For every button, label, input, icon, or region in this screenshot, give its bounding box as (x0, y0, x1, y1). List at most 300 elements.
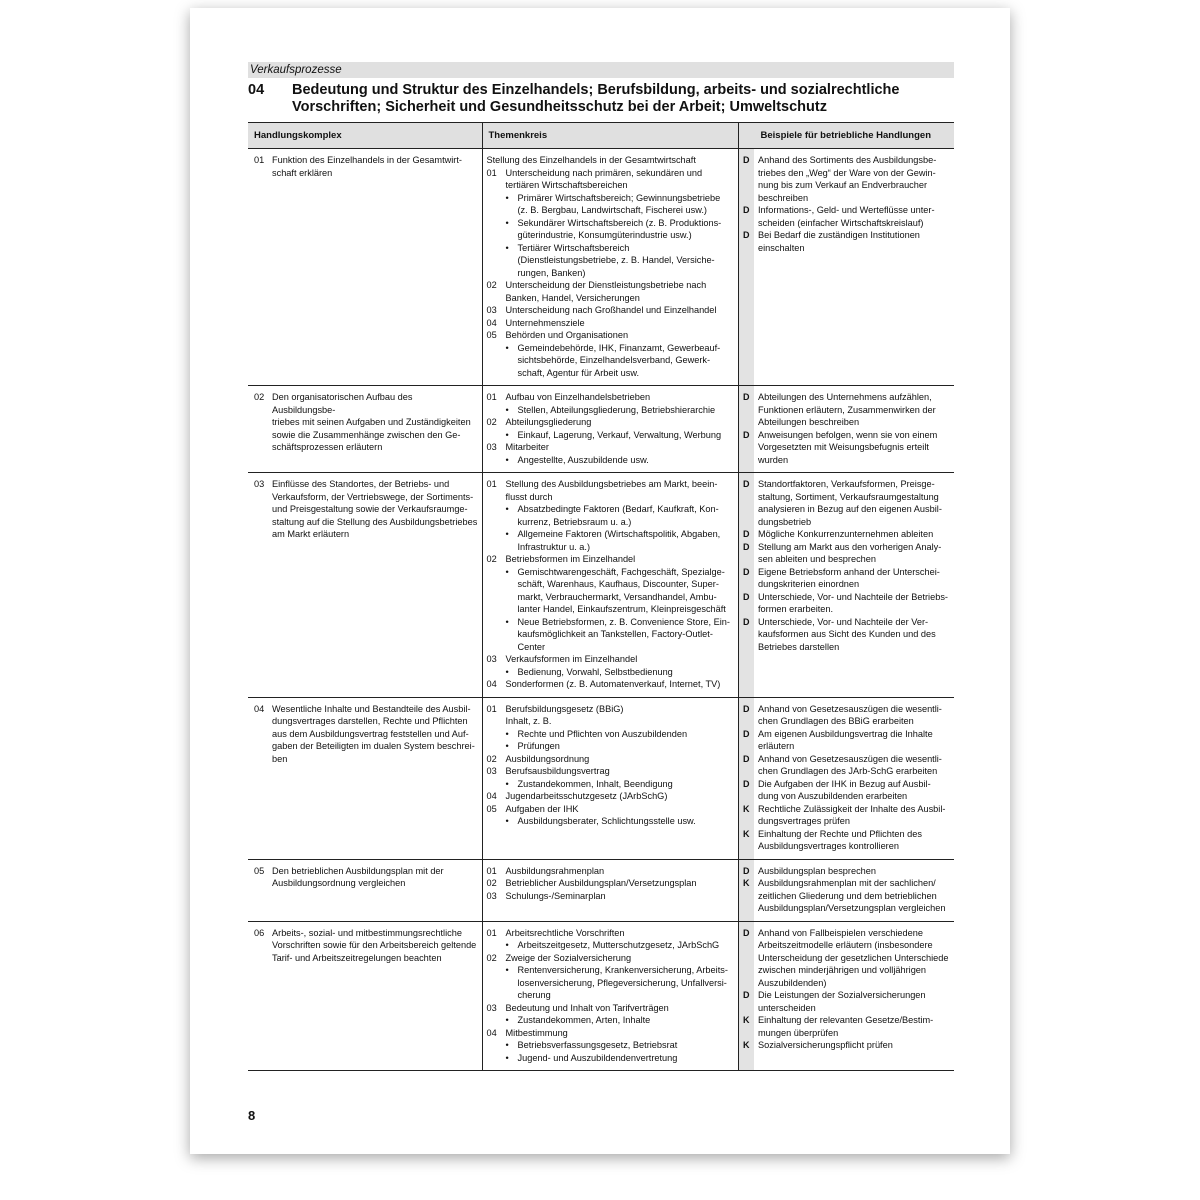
theme-number: 05 (486, 330, 497, 340)
theme-number: 01 (486, 703, 497, 714)
bullet-icon: • (505, 429, 509, 440)
theme-bullet (487, 628, 734, 641)
mark-cell (738, 697, 754, 859)
theme-item (487, 317, 734, 330)
example-line: dungskriterien einordnen (758, 579, 860, 589)
bullet-text: kaufsmöglichkeit an Tankstellen, Factory-Outlet- (517, 629, 713, 639)
theme-text: Aufgaben der IHK (505, 803, 579, 814)
mark-blank (739, 578, 755, 591)
example-line: Bei Bedarf die zuständigen Institutionen (758, 230, 920, 240)
theme-bullet (487, 429, 734, 442)
mark-blank (739, 641, 755, 654)
mark-cell (738, 921, 754, 1071)
theme-bullet (487, 964, 734, 977)
mark-blank (739, 441, 755, 454)
theme-bullet (487, 939, 734, 952)
theme-number: 03 (486, 890, 497, 901)
theme-text: Abteilungsgliederung (505, 417, 592, 427)
theme-number: 03 (486, 654, 497, 664)
hk-line: staltung auf die Stellung des Ausbildungsbetriebes (272, 516, 478, 527)
example-line: Mögliche Konkurrenzunternehmen ableiten (758, 529, 934, 539)
example-line: dungsbetrieb (758, 516, 812, 527)
bullet-text: Prüfungen (517, 741, 560, 751)
mark-blank (739, 790, 755, 803)
bullet-icon (506, 367, 518, 380)
bullet-icon: • (505, 616, 509, 627)
example-line: Vorgesetzten mit Weisungsbefugnis erteilt (758, 442, 929, 452)
theme-bullet (487, 342, 734, 355)
example-line: Anhand von Gesetzesauszügen die wesentli- (758, 753, 942, 764)
mark-blank (739, 179, 755, 192)
example-line: Ausbildungsrahmenplan mit der sachlichen/ (758, 878, 936, 888)
example-line: Sozialversicherungspflicht prüfen (758, 1040, 893, 1050)
hk-number: 06 (254, 927, 265, 938)
example-line: staltung, Sortiment, Verkaufsraumgestaltung (758, 491, 939, 502)
example-line: wurden (758, 454, 789, 465)
theme-text: Jugendarbeitsschutzgesetz (JArbSchG) (505, 791, 668, 801)
beispiele-cell (754, 473, 954, 698)
theme-text: Mitarbeiter (505, 442, 549, 452)
mark-d: D (743, 703, 750, 714)
example-line: triebes den „Weg“ der Ware von der Gewin- (758, 167, 936, 178)
theme-number: 01 (486, 167, 497, 178)
table-row (248, 921, 954, 1071)
themenkreis-cell (482, 697, 738, 859)
example-line: Unterschiede, Vor- und Nachteile der Betriebs- (758, 591, 948, 602)
bullet-text: Einkauf, Lagerung, Verkauf, Verwaltung, Werbung (517, 429, 722, 440)
mark-d: D (743, 205, 750, 215)
theme-number: 01 (486, 927, 497, 938)
hk-number: 05 (254, 865, 265, 876)
hk-line: Funktion des Einzelhandels in der Gesamtwirt- (272, 155, 462, 165)
theme-item (487, 803, 734, 816)
hk-text (272, 391, 478, 454)
mark-d: D (743, 728, 750, 739)
theme-bullet (487, 989, 734, 1002)
hk-text (272, 865, 478, 890)
theme-item (487, 865, 734, 878)
theme-text: Stellung des Ausbildungsbetriebes am Markt, beein- (505, 479, 718, 489)
bullet-icon: • (505, 217, 509, 228)
handlungskomplex-cell (248, 386, 482, 473)
table-header-row (248, 123, 954, 149)
theme-bullet (487, 528, 734, 541)
theme-text: Berufsbildungsgesetz (BBiG) (505, 703, 624, 714)
title-line-2: Vorschriften; Sicherheit und Gesundheitsschutz bei der Arbeit; Umweltschutz (292, 99, 827, 115)
hk-line: Vorschriften sowie für den Arbeitsbereich geltende (272, 940, 477, 950)
bullet-text: losenversicherung, Pflegeversicherung, Unfallversi- (517, 977, 727, 988)
theme-bullet (487, 1052, 734, 1065)
theme-item (487, 304, 734, 317)
bullet-text: Gemeindebehörde, IHK, Finanzamt, Gewerbeauf- (517, 342, 721, 353)
theme-bullet (487, 815, 734, 828)
mark-blank (739, 715, 755, 728)
theme-text: Bedeutung und Inhalt von Tarifverträgen (505, 1002, 669, 1013)
mark-blank (739, 491, 755, 504)
theme-number: 02 (486, 280, 497, 290)
example-line: Abteilungen beschreiben (758, 417, 860, 427)
bullet-icon (506, 204, 518, 217)
table-row (248, 697, 954, 859)
theme-text: Ausbildungsordnung (505, 753, 590, 764)
mark-d: D (743, 155, 750, 165)
example-line: dung von Auszubildenden erarbeiten (758, 791, 908, 801)
example-line: Die Aufgaben der IHK in Bezug auf Ausbil- (758, 778, 931, 789)
example-line: erläutern (758, 741, 795, 751)
theme-item (487, 179, 734, 192)
theme-bullet (487, 267, 734, 280)
theme-item (487, 715, 734, 728)
mark-k: K (743, 828, 750, 839)
mark-blank (739, 404, 755, 417)
mark-k: K (743, 803, 750, 814)
hk-line: schaft erklären (272, 167, 333, 178)
document-page (190, 8, 1010, 1154)
example-line: Unterscheidung der gesetzlichen Unterschiede (758, 952, 949, 963)
bullet-icon (506, 229, 518, 242)
theme-item (487, 1002, 734, 1015)
theme-number: 03 (486, 442, 497, 452)
theme-text: Sonderformen (z. B. Automatenverkauf, Internet, TV) (505, 679, 721, 689)
example-line: Unterschiede, Vor- und Nachteile der Ver- (758, 616, 929, 627)
example-line: Betriebes darstellen (758, 641, 840, 652)
header-handlungskomplex: Handlungskomplex (248, 123, 482, 149)
theme-text: Banken, Handel, Versicherungen (505, 292, 640, 303)
hk-number: 01 (254, 155, 265, 165)
hk-text (272, 154, 478, 179)
mark-blank (739, 217, 755, 230)
example-line: unterscheiden (758, 1002, 816, 1013)
mark-d: D (743, 479, 750, 489)
example-line: nung bis zum Verkauf an Endverbraucher (758, 180, 928, 190)
bullet-icon (506, 977, 518, 990)
mark-d: D (743, 591, 750, 602)
beispiele-cell (754, 697, 954, 859)
theme-item (487, 279, 734, 292)
hk-line: Einflüsse des Standortes, der Betriebs- und (272, 479, 450, 489)
hk-number: 03 (254, 479, 265, 489)
theme-item (487, 952, 734, 965)
theme-bullet (487, 578, 734, 591)
theme-text: Unterscheidung nach primären, sekundären und (505, 167, 703, 178)
bullet-text: Absatzbedingte Faktoren (Bedarf, Kaufkraft, Kon- (517, 504, 719, 514)
theme-item (487, 753, 734, 766)
hk-line: Den organisatorischen Aufbau des Ausbildungsbe- (272, 392, 413, 415)
theme-text: Betrieblicher Ausbildungsplan/Versetzungsplan (505, 878, 697, 888)
theme-item (487, 703, 734, 716)
handlungskomplex-entry (252, 154, 478, 179)
mark-blank (739, 765, 755, 778)
mark-k: K (743, 1015, 750, 1025)
hk-text (272, 478, 478, 541)
bullet-text: schäft, Warenhaus, Kaufhaus, Discounter, Super- (517, 579, 719, 589)
mark-d: D (743, 529, 750, 539)
table-row (248, 859, 954, 921)
example-line: chen Grundlagen des BBiG erarbeiten (758, 716, 914, 726)
theme-number: 03 (486, 1002, 497, 1013)
handlungskomplex-cell (248, 697, 482, 859)
bullet-icon (506, 541, 518, 554)
theme-number: 02 (486, 554, 497, 564)
example-line: Eigene Betriebsform anhand der Unterschei- (758, 566, 940, 577)
mark-cell (738, 473, 754, 698)
theme-bullet (487, 217, 734, 230)
theme-item (487, 1027, 734, 1040)
mark-blank (739, 603, 755, 616)
bullet-icon (506, 516, 518, 529)
example-line: analysieren in Bezug auf den eigenen Ausbil- (758, 504, 942, 514)
bullet-icon (506, 254, 518, 267)
theme-indent (487, 715, 506, 728)
theme-item (487, 553, 734, 566)
example-line: Funktionen erläutern, Zusammenwirken der (758, 404, 936, 415)
example-line: Einhaltung der Rechte und Pflichten des (758, 828, 922, 839)
theme-text: Zweige der Sozialversicherung (505, 952, 632, 963)
mark-blank (739, 503, 755, 516)
example-line: dungsvertrages prüfen (758, 816, 850, 826)
example-line: zwischen minderjährigen und volljährigen (758, 965, 927, 975)
table-row (248, 149, 954, 386)
bullet-icon: • (505, 242, 509, 253)
example-line: chen Grundlagen des JArb-SchG erarbeiten (758, 766, 938, 776)
bullet-text: sichtsbehörde, Einzelhandelsverband, Gewerk- (517, 355, 711, 365)
theme-bullet (487, 516, 734, 529)
bullet-text: Sekundärer Wirtschaftsbereich (z. B. Produktions- (517, 217, 722, 228)
bullet-icon (506, 641, 518, 654)
theme-text: Unternehmensziele (505, 317, 585, 328)
bullet-text: Zustandekommen, Arten, Inhalte (517, 1015, 651, 1025)
hk-line: dungsvertrages darstellen, Rechte und Pflichten (272, 716, 468, 726)
hk-line: Verkaufsform, der Vertriebswege, der Sortiments- (272, 491, 474, 502)
mark-blank (739, 840, 755, 853)
example-line: Ausbildungsplan besprechen (758, 865, 876, 876)
mark-d: D (743, 778, 750, 789)
theme-indent (487, 491, 506, 504)
theme-item (487, 292, 734, 305)
example-line: Arbeitszeitmodelle erläutern (insbesondere (758, 940, 933, 950)
theme-bullet (487, 503, 734, 516)
title-line-1: Bedeutung und Struktur des Einzelhandels; Berufsbildung, arbeits- und sozialrechtliche (292, 82, 900, 98)
bullet-text: Primärer Wirtschaftsbereich; Gewinnungsbetriebe (517, 192, 721, 203)
page-title (248, 82, 954, 116)
example-line: Abteilungen des Unternehmens aufzählen, (758, 392, 932, 402)
theme-item (487, 927, 734, 940)
hk-number: 02 (254, 392, 265, 402)
example-line: Auszubildenden) (758, 977, 827, 988)
theme-item (487, 765, 734, 778)
bullet-text: cherung (517, 990, 551, 1000)
handlungskomplex-cell (248, 149, 482, 386)
bullet-icon: • (505, 816, 509, 826)
theme-number: 04 (486, 791, 497, 801)
theme-bullet (487, 728, 734, 741)
example-line: Ausbildungsvertrages kontrollieren (758, 841, 899, 851)
theme-bullet (487, 1039, 734, 1052)
bullet-icon: • (505, 192, 509, 203)
handlungskomplex-cell (248, 473, 482, 698)
hk-line: am Markt erläutern (272, 529, 350, 539)
example-line: Anhand des Sortiments des Ausbildungsbe- (758, 155, 937, 165)
hk-number: 04 (254, 703, 265, 714)
bullet-icon: • (505, 1040, 509, 1050)
theme-number: 01 (486, 479, 497, 489)
bullet-icon: • (505, 666, 509, 677)
mark-d: D (743, 616, 750, 627)
handlungskomplex-entry (252, 391, 478, 454)
bullet-text: Tertiärer Wirtschaftsbereich (517, 242, 630, 253)
bullet-icon: • (505, 778, 509, 789)
bullet-text: schaft, Agentur für Arbeit usw. (517, 367, 640, 378)
bullet-text: Ausbildungsberater, Schlichtungsstelle usw. (517, 816, 696, 826)
mark-d: D (743, 990, 750, 1000)
mark-d: D (743, 429, 750, 440)
mark-blank (739, 516, 755, 529)
bullet-icon (506, 267, 518, 280)
bullet-icon: • (505, 454, 509, 465)
theme-item (487, 890, 734, 903)
theme-bullet (487, 192, 734, 205)
theme-item (487, 790, 734, 803)
theme-item (487, 391, 734, 404)
bullet-text: (Dienstleistungsbetriebe, z. B. Handel, Versiche- (517, 255, 715, 265)
bullet-text: Betriebsverfassungsgesetz, Betriebsrat (517, 1040, 678, 1050)
theme-bullet (487, 229, 734, 242)
mark-blank (739, 416, 755, 429)
example-line: Stellung am Markt aus den vorherigen Analy- (758, 541, 942, 552)
bullet-text: Infrastruktur u. a.) (517, 541, 591, 552)
theme-number: 02 (486, 952, 497, 963)
example-line: Anhand von Gesetzesauszügen die wesentli- (758, 703, 942, 714)
theme-bullet (487, 1014, 734, 1027)
theme-bullet (487, 566, 734, 579)
example-line: zeitlichen Gliederung und dem betrieblichen (758, 890, 937, 901)
theme-text: Ausbildungsrahmenplan (505, 865, 605, 876)
theme-number: 04 (486, 679, 497, 689)
table-row (248, 386, 954, 473)
mark-d: D (743, 392, 750, 402)
beispiele-cell (754, 859, 954, 921)
theme-text: Unterscheidung der Dienstleistungsbetriebe nach (505, 280, 707, 290)
theme-bullet (487, 740, 734, 753)
bullet-icon (506, 628, 518, 641)
theme-number: 04 (486, 1027, 497, 1038)
bullet-icon: • (505, 1052, 509, 1063)
hk-line: schäftsprozessen erläutern (272, 442, 383, 452)
themenkreis-cell (482, 473, 738, 698)
hk-text (272, 927, 478, 965)
bullet-icon (506, 603, 518, 616)
theme-line: Stellung des Einzelhandels in der Gesamtwirtschaft (486, 155, 696, 165)
bullet-text: kurrenz, Betriebsraum u. a.) (517, 516, 632, 527)
theme-text: Mitbestimmung (505, 1027, 568, 1038)
bullet-text: Neue Betriebsformen, z. B. Convenience Store, Ein- (517, 616, 730, 627)
theme-text: Inhalt, z. B. (505, 716, 552, 726)
theme-number: 03 (486, 305, 497, 315)
example-line: Anweisungen befolgen, wenn sie von einem (758, 429, 938, 440)
mark-blank (739, 939, 755, 952)
theme-bullet (487, 541, 734, 554)
theme-number: 02 (486, 753, 497, 764)
handlungskomplex-entry (252, 478, 478, 541)
theme-item (487, 678, 734, 691)
theme-text: Arbeitsrechtliche Vorschriften (505, 927, 625, 938)
handlungskomplex-cell (248, 859, 482, 921)
mark-k: K (743, 1040, 750, 1050)
theme-bullet (487, 666, 734, 679)
theme-bullet (487, 603, 734, 616)
mark-blank (739, 628, 755, 641)
bullet-icon: • (505, 965, 509, 975)
theme-number: 02 (486, 417, 497, 427)
theme-bullet (487, 354, 734, 367)
example-line: Informations-, Geld- und Werteflüsse unter- (758, 205, 935, 215)
theme-text: Schulungs-/Seminarplan (505, 890, 606, 901)
mark-blank (739, 192, 755, 205)
bullet-icon (506, 354, 518, 367)
bullet-icon: • (505, 342, 509, 353)
theme-indent (487, 292, 506, 305)
beispiele-cell (754, 386, 954, 473)
bullet-text: Arbeitszeitgesetz, Mutterschutzgesetz, JArbSchG (517, 940, 720, 950)
example-line: scheiden (einfacher Wirtschaftskreislauf) (758, 217, 924, 228)
mark-blank (739, 553, 755, 566)
hk-line: Tarif- und Arbeitszeitregelungen beachten (272, 952, 442, 963)
mark-blank (739, 977, 755, 990)
example-line: sen ableiten und besprechen (758, 554, 876, 564)
bullet-icon: • (505, 504, 509, 514)
theme-text: tertiären Wirtschaftsbereichen (505, 180, 628, 190)
handlungskomplex-entry (252, 865, 478, 890)
example-line: Ausbildungsplan/Versetzungsplan vergleichen (758, 903, 946, 913)
example-line: Standortfaktoren, Verkaufsformen, Preisge- (758, 479, 935, 489)
handlungskomplex-entry (252, 703, 478, 766)
theme-item (487, 416, 734, 429)
example-line: Die Leistungen der Sozialversicherungen (758, 990, 926, 1000)
example-line: Einhaltung der relevanten Gesetze/Bestim- (758, 1015, 934, 1025)
bullet-text: Stellen, Abteilungsgliederung, Betriebshierarchie (517, 404, 716, 415)
hk-line: Arbeits-, sozial- und mitbestimmungsrechtliche (272, 927, 462, 938)
theme-bullet (487, 454, 734, 467)
bullet-icon (506, 578, 518, 591)
hk-line: triebes mit seinen Aufgaben und Zuständigkeiten (272, 417, 471, 427)
mark-blank (739, 167, 755, 180)
hk-line: ben (272, 753, 288, 764)
mark-d: D (743, 566, 750, 577)
mark-d: D (743, 753, 750, 764)
bullet-text: Rechte und Pflichten von Auszubildenden (517, 728, 688, 739)
themenkreis-cell (482, 921, 738, 1071)
bullet-text: Allgemeine Faktoren (Wirtschaftspolitik, Abgaben, (517, 529, 721, 539)
hk-text (272, 703, 478, 766)
bullet-icon: • (505, 404, 509, 415)
mark-d: D (743, 865, 750, 876)
beispiele-cell (754, 149, 954, 386)
theme-number: 02 (486, 878, 497, 888)
bullet-icon: • (505, 728, 509, 739)
theme-item (487, 491, 734, 504)
themenkreis-cell (482, 386, 738, 473)
example-line: Am eigenen Ausbildungsvertrag die Inhalte (758, 728, 933, 739)
mark-blank (739, 454, 755, 467)
mark-d: D (743, 230, 750, 240)
example-line: Rechtliche Zulässigkeit der Inhalte des Ausbil- (758, 803, 946, 814)
page-number: 8 (248, 1108, 256, 1123)
hk-line: Wesentliche Inhalte und Bestandteile des Ausbil- (272, 703, 471, 714)
page-content (248, 62, 954, 1071)
mark-d: D (743, 927, 750, 938)
bullet-text: markt, Verbrauchermarkt, Versandhandel, Ambu- (517, 591, 717, 602)
theme-bullet (487, 242, 734, 255)
